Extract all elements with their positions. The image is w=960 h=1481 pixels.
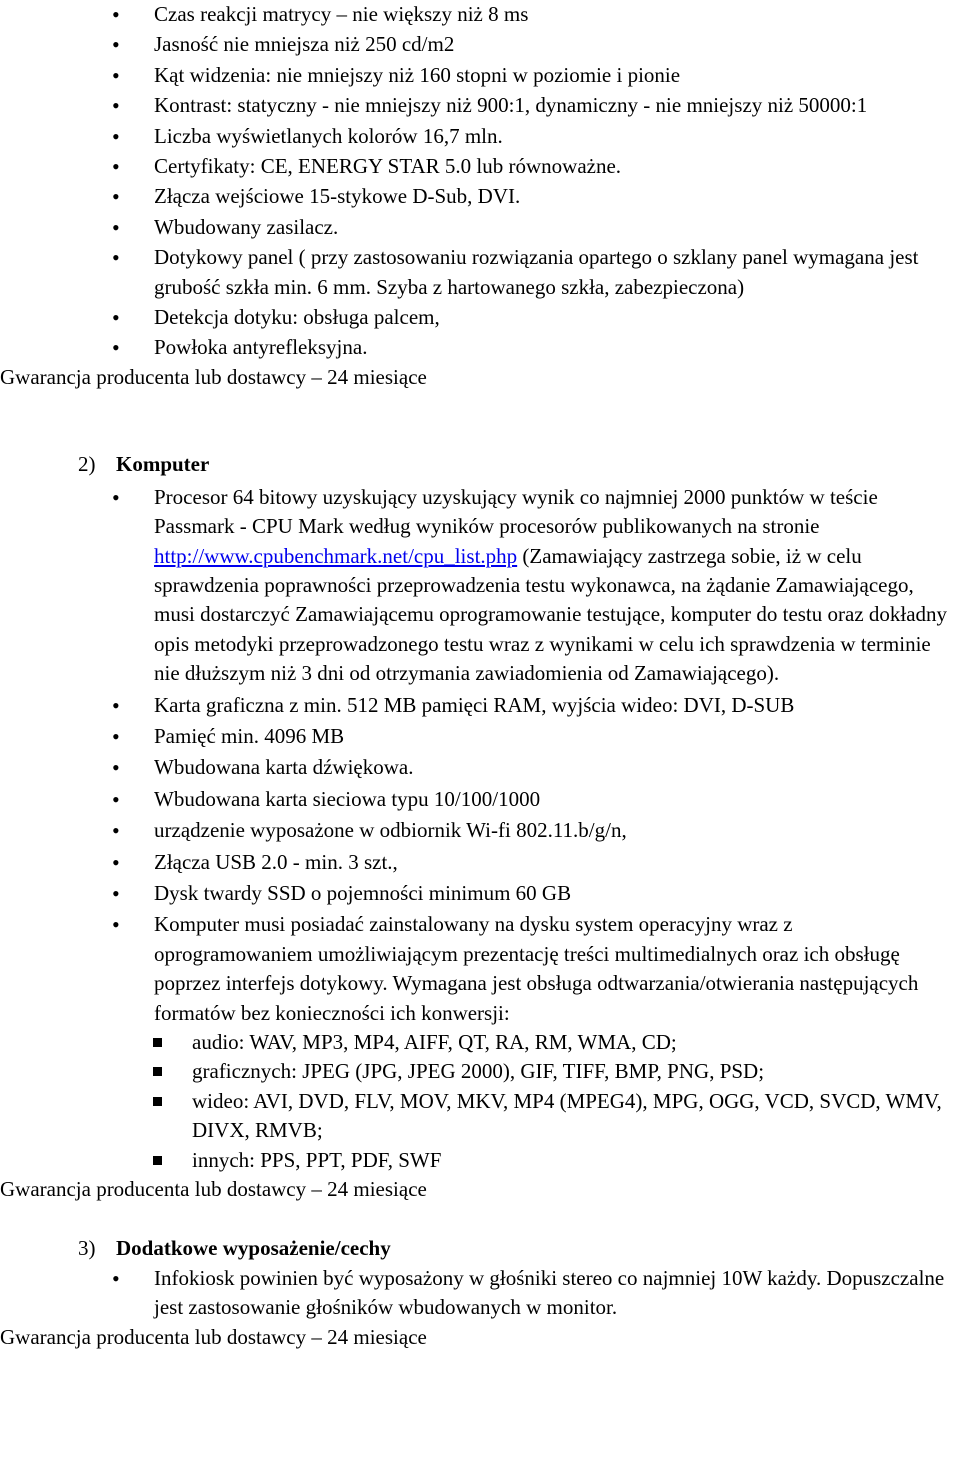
cpu-text: Procesor 64 bitowy uzyskujący uzyskujący wynik co najmniej 2000 punktów w teście Passmark - CPU Mark według wyników procesorów publikowanych na stronie [154,484,878,539]
list-item: • Kąt widzenia: nie mniejszy niż 160 stopni w poziomie i pionie [0,61,960,90]
list-item: • Wbudowany zasilacz. [0,213,960,242]
list-item: • Dotykowy panel ( przy zastosowaniu rozwiązania opartego o szklany panel wymagana jest grubość szkła min. 6 mm. Szyba z hartowanego szkła, zabezpieczona) [0,243,960,302]
list-item-cpu [0,483,960,689]
list-item: • urządzenie wyposażone w odbiornik Wi-fi 802.11.b/g/n, [0,816,960,845]
list-item: • Infokiosk powinien być wyposażony w głośniki stereo co najmniej 10W każdy. Dopuszczalne jest zastosowanie głośników wbudowanych w monitor. [0,1264,960,1323]
list-item: • Jasność nie mniejsza niż 250 cd/m2 [0,30,960,59]
section-title: Komputer [116,452,210,477]
guarantee-note: Gwarancja producenta lub dostawcy – 24 miesiące [0,364,427,389]
section-title: Dodatkowe wyposażenie/cechy [116,1236,391,1261]
list-item: • Dysk twardy SSD o pojemności minimum 60 GB [0,879,960,908]
monitor-spec-list [0,0,960,363]
list-item: • Karta graficzna z min. 512 MB pamięci RAM, wyjścia wideo: DVI, D-SUB [0,691,960,720]
format-item: innych: PPS, PPT, PDF, SWF [0,1146,960,1175]
cpubenchmark-link[interactable]: http://www.cpubenchmark.net/cpu_list.php [154,543,518,568]
cpu-text-continued: (Zamawiający zastrzega sobie, iż w celu sprawdzenia poprawności przeprowadzenia testu wykonawca, na żądanie Zamawiającego, musi dostarczyć Zamawiającemu oprogramowanie testujące, komputer do testu oraz dokładny opis metodyki przeprowadzonego testu wraz z wynikami w celu ich sprawdzenia w terminie nie dłuższym niż 3 dni od otrzymania zawiadomienia od Zamawiającego). [154,543,948,686]
guarantee-note: Gwarancja producenta lub dostawcy – 24 miesiące [0,1177,427,1202]
computer-spec-list [0,483,960,1028]
supported-formats-list [0,1028,960,1175]
list-item: • Detekcja dotyku: obsługa palcem, [0,303,960,332]
list-item: • Pamięć min. 4096 MB [0,722,960,751]
format-item: wideo: AVI, DVD, FLV, MOV, MKV, MP4 (MPEG4), MPG, OGG, VCD, SVCD, WMV, DIVX, RMVB; [0,1087,960,1146]
guarantee-note: Gwarancja producenta lub dostawcy – 24 miesiące [0,1324,427,1349]
list-item: • Złącza wejściowe 15-stykowe D-Sub, DVI. [0,182,960,211]
list-item: • Liczba wyświetlanych kolorów 16,7 mln. [0,122,960,151]
list-item: • Złącza USB 2.0 - min. 3 szt., [0,848,960,877]
extra-features-list [0,1264,960,1323]
list-item: • Czas reakcji matrycy – nie większy niż 8 ms [0,0,960,29]
section-heading-dodatkowe [0,1234,960,1263]
list-item: • Wbudowana karta dźwiękowa. [0,753,960,782]
list-item: • Wbudowana karta sieciowa typu 10/100/1000 [0,785,960,814]
list-item: • Powłoka antyrefleksyjna. [0,333,960,362]
section-number: 3) [78,1236,96,1261]
format-item: graficznych: JPEG (JPG, JPEG 2000), GIF, TIFF, BMP, PNG, PSD; [0,1057,960,1086]
format-item: audio: WAV, MP3, MP4, AIFF, QT, RA, RM, WMA, CD; [0,1028,960,1057]
list-item: • Komputer musi posiadać zainstalowany na dysku system operacyjny wraz z oprogramowaniem umożliwiającym prezentację treści multimedialnych oraz ich obsługę poprzez interfejs dotykowy. Wymagana jest obsługa odtwarzania/otwierania następujących formatów bez konieczności ich konwersji: [0,910,960,1028]
section-number: 2) [78,452,96,477]
list-item: • Kontrast: statyczny - nie mniejszy niż 900:1, dynamiczny - nie mniejszy niż 50000:1 [0,91,960,120]
section-heading-komputer [0,450,960,479]
list-item: • Certyfikaty: CE, ENERGY STAR 5.0 lub równoważne. [0,152,960,181]
